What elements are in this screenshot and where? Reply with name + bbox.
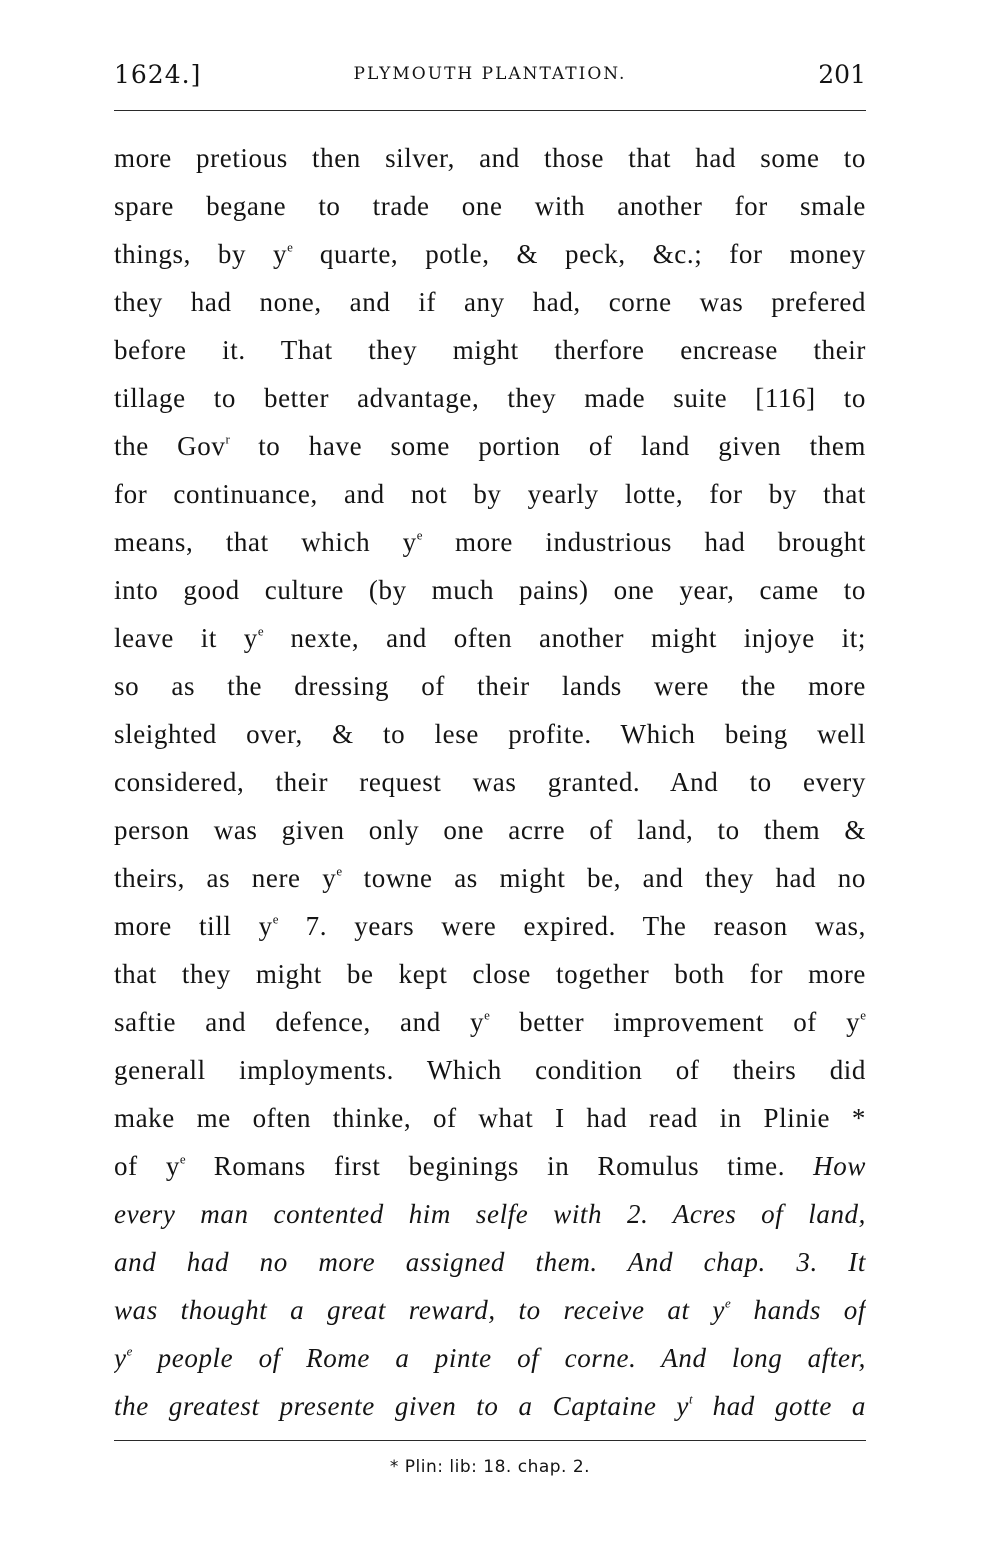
text-segment: generall imployments. Which condition of theirs did	[114, 1055, 866, 1085]
text-line	[114, 1386, 866, 1434]
text-line	[114, 714, 866, 762]
text-segment: quarte, potle, & peck, &c.; for money	[292, 239, 866, 269]
text-segment: people of Rome a pinte of corne. And long after,	[132, 1343, 866, 1373]
text-line	[114, 810, 866, 858]
text-line	[114, 666, 866, 714]
text-segment: theirs, as nere y	[114, 863, 337, 893]
text-segment: had gotte a	[692, 1391, 866, 1421]
superscript-abbrev: t	[689, 1391, 693, 1407]
text-segment: and had no more assigned them. And chap. 3. It	[114, 1247, 866, 1277]
superscript-abbrev: e	[126, 1343, 133, 1359]
text-line	[114, 1146, 866, 1194]
text-segment: more till y	[114, 911, 273, 941]
text-segment: saftie and defence, and y	[114, 1007, 485, 1037]
text-segment: so as the dressing of their lands were the more	[114, 671, 866, 701]
body-text	[114, 138, 866, 1434]
text-segment: Romans first beginings in Romulus time.	[185, 1151, 814, 1181]
text-segment: 7. years were expired. The reason was,	[278, 911, 866, 941]
superscript-abbrev: e	[484, 1007, 490, 1023]
text-segment: into good culture (by much pains) one year, came to	[114, 575, 866, 605]
text-segment: person was given only one acrre of land, to them &	[114, 815, 866, 845]
text-segment: sleighted over, & to lese profite. Which being well	[114, 719, 866, 749]
text-segment: things, by y	[114, 239, 288, 269]
footnote: * Plin: lib: 18. chap. 2.	[389, 1457, 591, 1477]
text-segment: better improvement of y	[489, 1007, 861, 1037]
running-header	[114, 60, 866, 94]
text-segment: considered, their request was granted. And to every	[114, 767, 866, 797]
italic-text: How	[813, 1151, 866, 1181]
header-rule	[114, 110, 866, 111]
text-line	[114, 954, 866, 1002]
text-segment: was thought a great reward, to receive at y	[114, 1295, 725, 1325]
text-segment: they had none, and if any had, corne was prefered	[114, 287, 866, 317]
text-line	[114, 1002, 866, 1050]
text-line	[114, 1050, 866, 1098]
text-line	[114, 1290, 866, 1338]
text-line	[114, 570, 866, 618]
text-segment: make me often thinke, of what I had read in Plinie *	[114, 1103, 866, 1133]
superscript-abbrev: e	[257, 623, 264, 639]
text-segment: to have some portion of land given them	[229, 431, 866, 461]
text-segment: spare begane to trade one with another for smale	[114, 191, 866, 221]
text-segment: the Gov	[114, 431, 226, 461]
header-title: PLYMOUTH PLANTATION.	[353, 64, 627, 84]
text-segment: leave it y	[114, 623, 258, 653]
text-line	[114, 1338, 866, 1386]
text-segment: means, that which y	[114, 527, 417, 557]
text-line	[114, 426, 866, 474]
text-line	[114, 1098, 866, 1146]
text-line	[114, 138, 866, 186]
text-segment: every man contented him selfe with 2. Acres of land,	[114, 1199, 866, 1229]
text-line	[114, 1194, 866, 1242]
text-line	[114, 378, 866, 426]
text-segment: tillage to better advantage, they made suite [116] to	[114, 383, 866, 413]
text-segment: for continuance, and not by yearly lotte, for by that	[114, 479, 866, 509]
text-line	[114, 762, 866, 810]
text-segment: y	[114, 1343, 127, 1373]
text-line	[114, 858, 866, 906]
superscript-abbrev: e	[416, 527, 423, 543]
superscript-abbrev: e	[724, 1295, 731, 1311]
text-line	[114, 282, 866, 330]
text-segment: more pretious then silver, and those that had some to	[114, 143, 866, 173]
page-number: 201	[818, 60, 866, 89]
text-segment: hands of	[730, 1295, 866, 1325]
text-segment: that they might be kept close together both for more	[114, 959, 866, 989]
text-segment: the greatest presente given to a Captaine y	[114, 1391, 689, 1421]
text-segment: of y	[114, 1151, 180, 1181]
footnote-rule	[114, 1440, 866, 1441]
header-year: 1624.]	[114, 60, 202, 89]
superscript-abbrev: e	[336, 863, 343, 879]
superscript-abbrev: r	[225, 431, 230, 447]
text-line	[114, 618, 866, 666]
text-line	[114, 234, 866, 282]
text-line	[114, 330, 866, 378]
text-line	[114, 906, 866, 954]
text-segment: more industrious had brought	[422, 527, 866, 557]
superscript-abbrev: e	[860, 1007, 866, 1023]
text-segment: before it. That they might therfore encrease their	[114, 335, 866, 365]
text-line	[114, 522, 866, 570]
text-line	[114, 1242, 866, 1290]
text-segment: nexte, and often another might injoye it;	[263, 623, 866, 653]
text-segment: towne as might be, and they had no	[342, 863, 866, 893]
text-line	[114, 186, 866, 234]
superscript-abbrev: e	[179, 1151, 186, 1167]
superscript-abbrev: e	[287, 239, 293, 255]
text-line	[114, 474, 866, 522]
superscript-abbrev: e	[272, 911, 279, 927]
